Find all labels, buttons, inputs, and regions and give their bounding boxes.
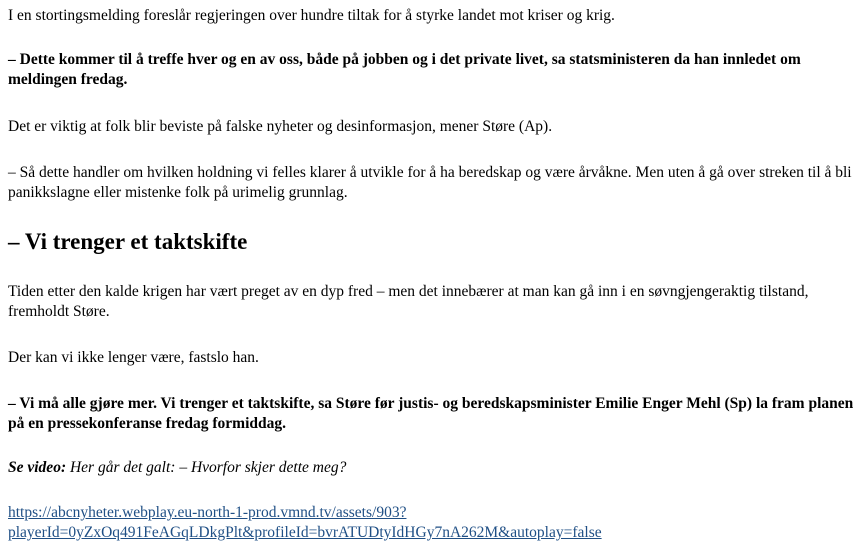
video-teaser <box>8 458 858 478</box>
bold-quote-text: – Dette kommer til å treffe hver og en av oss, både på jobben og i det private livet, sa statsministeren da han innledet om meldingen fredag. <box>8 51 801 88</box>
paragraph-no-longer: Der kan vi ikke lenger være, fastslo han. <box>8 349 259 366</box>
video-link[interactable] <box>8 504 602 541</box>
video-title: Her går det galt: – Hvorfor skjer dette meg? <box>66 459 347 476</box>
video-label: Se video: <box>8 459 67 476</box>
paragraph-cold-war: Tiden etter den kalde krigen har vært preget av en dyp fred – men det innebærer at man kan gå inn i en søvngjengeraktig tilstand, fremholdt Støre. <box>8 283 809 320</box>
paragraph-intro: I en stortingsmelding foreslår regjeringen over hundre tiltak for å styrke landet mot kriser og krig. <box>8 7 615 24</box>
section-heading: – Vi trenger et taktskifte <box>8 229 248 254</box>
video-link-paragraph <box>8 503 858 543</box>
bold-quote-taktskifte-text: – Vi må alle gjøre mer. Vi trenger et taktskifte, sa Støre før justis- og beredskapsminister Emilie Enger Mehl (Sp) la fram planen på en pressekonferanse fredag formiddag. <box>8 395 854 432</box>
video-link-line-2: playerId=0yZxOq491FeAGqLDkgPlt&profileId=bvrATUDtyIdHGy7nA262M&autoplay=false <box>8 524 602 541</box>
paragraph-disinformation: Det er viktig at folk blir beviste på falske nyheter og desinformasjon, mener Støre (Ap). <box>8 118 553 135</box>
paragraph-quote-taktskifte <box>8 394 858 434</box>
video-link-line-1: https://abcnyheter.webplay.eu-north-1-prod.vmnd.tv/assets/903? <box>8 504 407 521</box>
paragraph-attitude-quote: – Så dette handler om hvilken holdning vi felles klarer å utvikle for å ha beredskap og være årvåkne. Men uten å gå over streken til å bli panikkslagne eller mistenke folk på urimelig grunnlag. <box>8 164 852 201</box>
paragraph-quote-bold <box>8 50 858 90</box>
